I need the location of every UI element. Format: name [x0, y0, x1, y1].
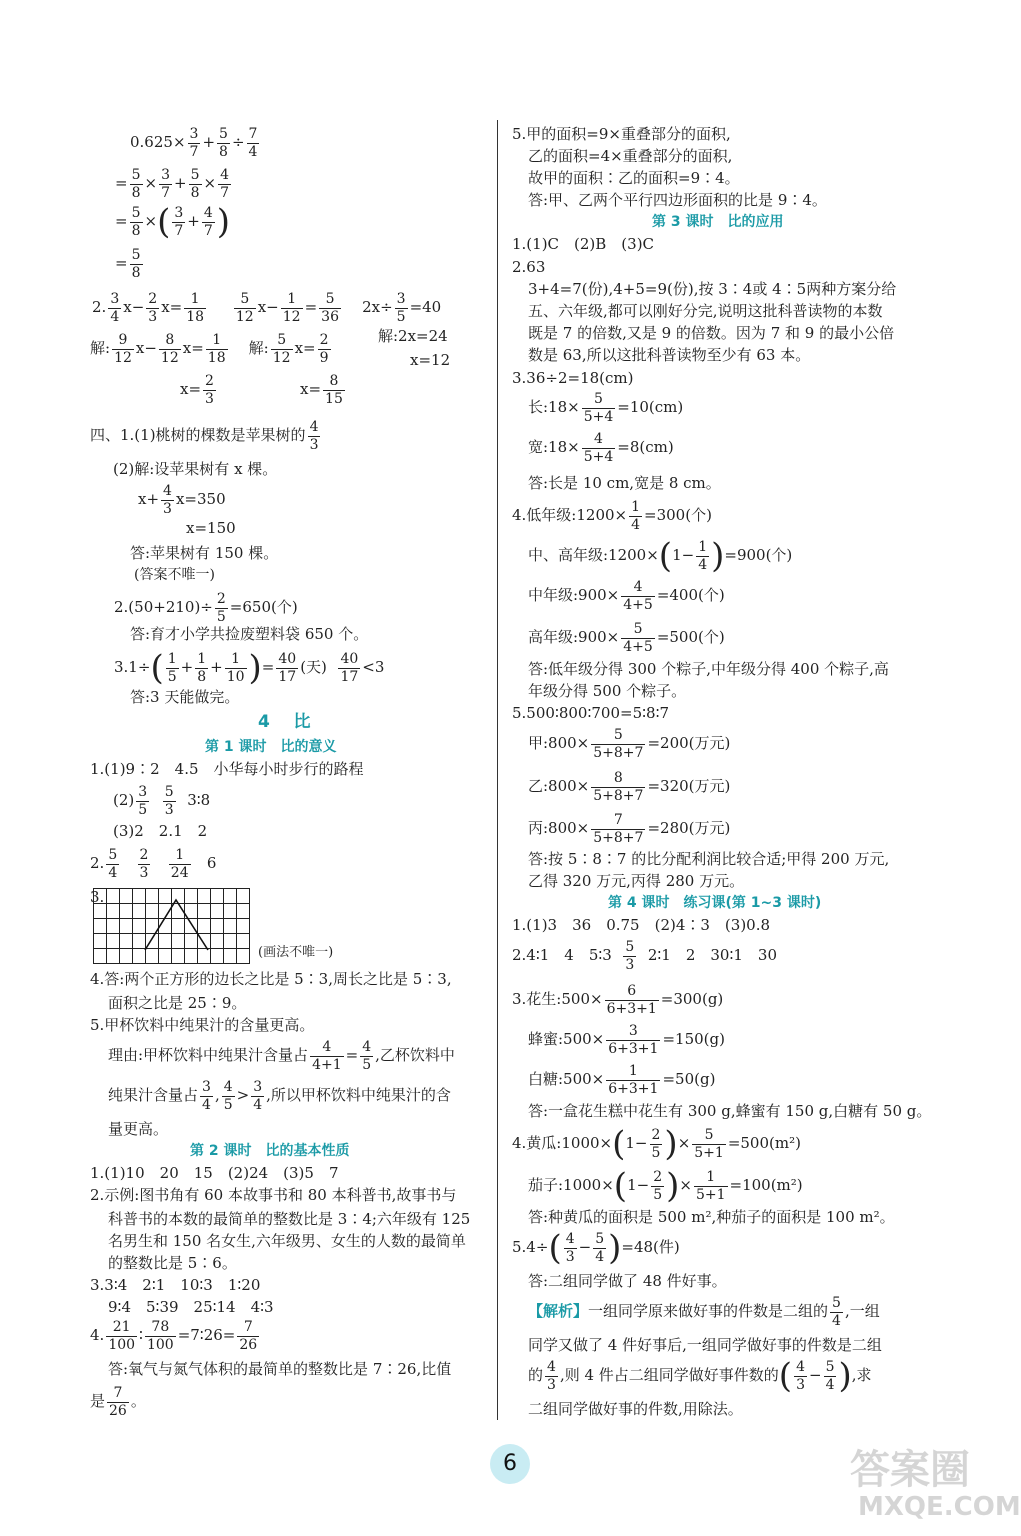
watermark-logo: 答案圈	[850, 1447, 970, 1493]
page-number: 6	[490, 1444, 530, 1484]
si-1-line2: (2)解:设苹果树有 x 棵。	[113, 460, 278, 478]
l3-line20: 丙:800× $\frac{7}{5+8+7}$ =280(万元)	[528, 812, 731, 846]
l3-line5: 既是 7 的倍数,又是 9 的倍数。因为 7 和 9 的最小公倍	[528, 324, 895, 342]
si-3-line2: 答:3 天能做完。	[130, 688, 240, 706]
l3-line10: 答:长是 10 cm,宽是 8 cm。	[528, 474, 721, 492]
l2-line10: 是 $\frac{7}{26}$ 。	[90, 1385, 146, 1419]
ex1-line1: 0.625× $\frac{3}{7}$ + $\frac{5}{8}$ ÷ $\frac{7}{4}$	[130, 126, 258, 160]
l4-line4: 蜂蜜:500× $\frac{3}{6+3+1}$ =150(g)	[528, 1023, 725, 1057]
l4-line14: 的 $\frac{4}{3}$ ,则 4 件占二组同学做好事件数的( $\frac{4}{3}$ − $\frac{5}{4}$ ),求	[528, 1355, 872, 1396]
l1-line4: 2. $\frac{5}{4}$ $\frac{2}{3}$ $\frac{1}{24}$ 6	[90, 847, 217, 881]
l4-line15: 二组同学做好事的件数,用除法。	[528, 1400, 743, 1418]
l3-line16: 年级分得 500 个粽子。	[528, 682, 687, 700]
si-3-line1: 3.1÷( $\frac{1}{5}$ + $\frac{1}{8}$ + $\frac{1}{10}$ )= $\frac{40}{17}$ (天) $\frac{40}{17}$ <3	[114, 647, 385, 688]
l4-line9: 答:种黄瓜的面积是 500 m²,种茄子的面积是 100 m²。	[528, 1208, 895, 1226]
si-1-line1: 四、1.(1)桃树的棵数是苹果树的 $\frac{4}{3}$	[90, 419, 319, 453]
prob2-line3: x= $\frac{2}{3}$	[180, 373, 214, 407]
si-2-line2: 答:育才小学共捡废塑料袋 650 个。	[130, 625, 369, 643]
watermark-url: MXQE.COM	[858, 1492, 1021, 1522]
column-divider	[497, 120, 498, 1420]
l1-line6: 4.答:两个正方形的边长之比是 5∶3,周长之比是 5∶3,	[90, 970, 452, 988]
lesson4-title: 第 4 课时 练习课(第 1~3 课时)	[608, 895, 822, 911]
ex1-line3: = $\frac{5}{8}$ ×( $\frac{3}{7}$ + $\frac{4}{7}$ )	[115, 201, 231, 242]
l3-line19: 乙:800× $\frac{8}{5+8+7}$ =320(万元)	[528, 770, 731, 804]
ex1-line4: = $\frac{5}{8}$	[115, 247, 141, 281]
r5-line2: 乙的面积=4×重叠部分的面积,	[528, 147, 733, 165]
l3-line6: 数是 63,所以这批科普读物至少有 63 本。	[528, 346, 811, 364]
l3-line3: 3+4=7(份),4+5=9(份),按 3∶4或 4∶5两种方案分给	[528, 280, 897, 298]
l3-line14: 高年级:900× $\frac{5}{4+5}$ =500(个)	[528, 621, 725, 655]
l3-line11: 4.低年级:1200× $\frac{1}{4}$ =300(个)	[512, 499, 712, 533]
l4-line11: 答:二组同学做了 48 件好事。	[528, 1272, 727, 1290]
l1-line2: (2) $\frac{3}{5}$ $\frac{5}{3}$ 3∶8	[113, 784, 211, 818]
l1-line10: 纯果汁含量占 $\frac{3}{4}$ , $\frac{4}{5}$ > $\frac{3}{4}$ ,所以甲杯饮料中纯果汁的含	[108, 1079, 451, 1113]
r5-line1: 5.甲的面积=9×重叠部分的面积,	[512, 125, 731, 143]
l4-line7: 4.黄瓜:1000×(1− $\frac{2}{5}$ )× $\frac{5}{5+1}$ =500(m²)	[512, 1123, 801, 1164]
l4-line3: 3.花生:500× $\frac{6}{6+3+1}$ =300(g)	[512, 983, 724, 1017]
triangle-shape	[145, 900, 208, 950]
lesson1-title: 第 1 课时 比的意义	[205, 739, 337, 755]
l2-line4: 名男生和 150 名女生,六年级男、女生的人数的最简单	[108, 1232, 466, 1250]
r5-line4: 答:甲、乙两个平行四边形面积的比是 9∶4。	[528, 191, 827, 209]
l1-line5-label: 3.	[90, 888, 105, 906]
si-2-line1: 2.(50+210)÷ $\frac{2}{5}$ =650(个)	[114, 591, 298, 625]
l3-line7: 3.36÷2=18(cm)	[512, 369, 634, 387]
si-1-line5: 答:苹果树有 150 棵。	[130, 544, 279, 562]
l3-line4: 五、六年级,都可以刚好分完,说明这批科普读物的本数	[528, 302, 883, 320]
ex1-line2: = $\frac{5}{8}$ × $\frac{3}{7}$ + $\frac{5}{8}$ × $\frac{4}{7}$	[115, 167, 229, 201]
l2-line2: 2.示例:图书角有 60 本故事书和 80 本科普书,故事书与	[90, 1186, 457, 1204]
unit-title: 4 比	[258, 712, 311, 732]
l3-line1: 1.(1)C (2)B (3)C	[512, 235, 655, 253]
l2-line8: 4. $\frac{21}{100}$ ∶ $\frac{78}{100}$ =7∶26= $\frac{7}{26}$	[90, 1319, 258, 1353]
l4-line8: 茄子:1000×(1− $\frac{2}{5}$ )× $\frac{1}{5+1}$ =100(m²)	[528, 1165, 803, 1206]
prob2-line3b: x= $\frac{8}{15}$	[300, 373, 343, 407]
l4-line1: 1.(1)3 36 0.75 (2)4∶3 (3)0.8	[512, 916, 771, 934]
l2-line7: 9∶4 5∶39 25∶14 4∶3	[108, 1298, 274, 1316]
jiexi-tag: 【解析】	[528, 1302, 589, 1321]
l4-line6: 答:一盒花生糕中花生有 300 g,蜂蜜有 150 g,白糖有 50 g。	[528, 1102, 932, 1120]
prob2-solve3a: 解:2x=24	[378, 327, 448, 345]
l4-line5: 白糖:500× $\frac{1}{6+3+1}$ =50(g)	[528, 1063, 716, 1097]
lesson2-title: 第 2 课时 比的基本性质	[190, 1143, 350, 1159]
l1-line7: 面积之比是 25∶9。	[108, 994, 247, 1012]
si-1-line3: x+ $\frac{4}{3}$ x=350	[138, 483, 226, 517]
grid-drawing	[93, 888, 253, 968]
l3-line17: 5.500∶800∶700=5∶8∶7	[512, 704, 670, 722]
l2-line9: 答:氧气与氮气体积的最简单的整数比是 7∶26,比值	[108, 1360, 452, 1378]
l3-line18: 甲:800× $\frac{5}{5+8+7}$ =200(万元)	[528, 727, 731, 761]
l1-line11: 量更高。	[108, 1120, 169, 1138]
r5-line3: 故甲的面积∶乙的面积=9∶4。	[528, 169, 740, 187]
l3-line12: 中、高年级:1200×(1− $\frac{1}{4}$ )=900(个)	[528, 535, 793, 576]
l1-line5-note: (画法不唯一)	[258, 945, 334, 960]
l4-line12: 【解析】一组同学原来做好事的件数是二组的 $\frac{5}{4}$ ,一组	[528, 1295, 880, 1329]
l2-line5: 的整数比是 5∶6。	[108, 1254, 237, 1272]
l3-line15: 答:低年级分得 300 个粽子,中年级分得 400 个粽子,高	[528, 660, 889, 678]
prob2-solve3b: x=12	[410, 351, 451, 369]
l2-line6: 3.3∶4 2∶1 10∶3 1∶20	[90, 1276, 261, 1294]
l2-line1: 1.(1)10 20 15 (2)24 (3)5 7	[90, 1164, 339, 1182]
l4-line2: 2.4∶1 4 5∶3 $\frac{5}{3}$ 2∶1 2 30∶1 30	[512, 939, 778, 973]
l1-line1: 1.(1)9∶2 4.5 小华每小时步行的路程	[90, 760, 364, 778]
prob2-line1: 2. $\frac{3}{4}$ x− $\frac{2}{3}$ x= $\frac{1}{18}$ $\frac{5}{12}$ x− $\frac{1}{12}$ = $\frac{5}{36}$ 2x÷ $\frac{3}{5}$ =40	[92, 291, 442, 325]
si-1-line4: x=150	[186, 519, 236, 537]
l1-line8: 5.甲杯饮料中纯果汁的含量更高。	[90, 1016, 315, 1034]
l3-line21: 答:按 5∶8∶7 的比分配利润比较合适;甲得 200 万元,	[528, 850, 890, 868]
prob2-line2: 解: $\frac{9}{12}$ x− $\frac{8}{12}$ x= $\frac{1}{18}$ 解: $\frac{5}{12}$ x= $\frac{2}{9}$	[90, 332, 329, 366]
l1-line3: (3)2 2.1 2	[113, 822, 208, 840]
l2-line3: 科普书的本数的最简单的整数比是 3∶4;六年级有 125	[108, 1210, 471, 1228]
lesson3-title: 第 3 课时 比的应用	[652, 214, 784, 230]
l4-line10: 5.4÷( $\frac{4}{3}$ − $\frac{5}{4}$ )=48(件)	[512, 1227, 680, 1268]
l1-line9: 理由:甲杯饮料中纯果汁含量占 $\frac{4}{4+1}$ = $\frac{4}{5}$ ,乙杯饮料中	[108, 1039, 455, 1073]
l3-line8: 长:18× $\frac{5}{5+4}$ =10(cm)	[528, 391, 684, 425]
l3-line9: 宽:18× $\frac{4}{5+4}$ =8(cm)	[528, 431, 674, 465]
si-1-line6: (答案不唯一)	[134, 567, 215, 583]
l3-line13: 中年级:900× $\frac{4}{4+5}$ =400(个)	[528, 579, 725, 613]
l3-line22: 乙得 320 万元,丙得 280 万元。	[528, 872, 745, 890]
l4-line13: 同学又做了 4 件好事后,一组同学做好事的件数是二组	[528, 1336, 882, 1354]
l3-line2: 2.63	[512, 258, 546, 276]
